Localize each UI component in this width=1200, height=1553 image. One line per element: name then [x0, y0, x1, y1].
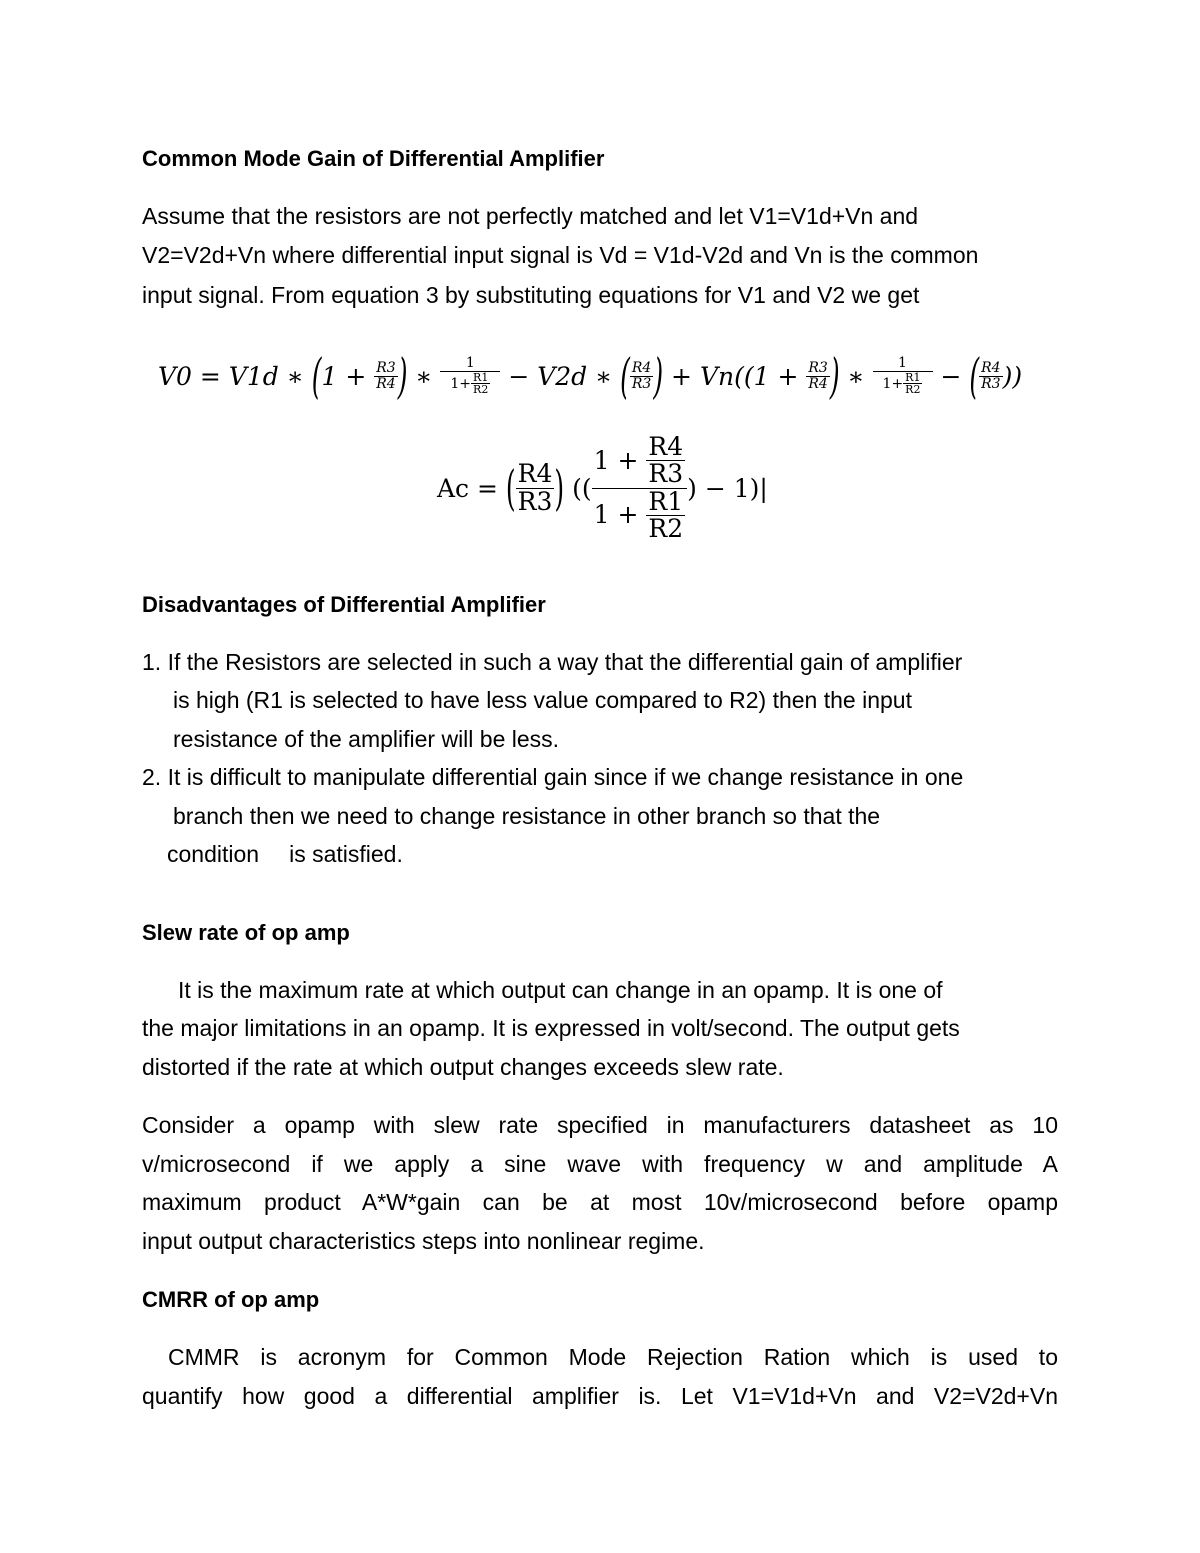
paragraph-line: CMMR is acronym for Common Mode Rejection Ration which is used to	[168, 1344, 1058, 1370]
eq-symbol: ∗	[415, 361, 433, 391]
list-item-2-cont: condition is satisfied.	[167, 841, 403, 867]
fraction-r1-r2: $\frac{R1}{R2}$	[473, 370, 489, 397]
eq-symbol: Ac =	[437, 473, 498, 503]
eq-symbol: +	[777, 361, 799, 391]
list-item-1: 1. If the Resistors are selected in such a way that the differential gain of amplifier	[142, 649, 963, 675]
eq-paren: (	[969, 348, 980, 404]
eq-symbol: ∗	[595, 361, 613, 391]
eq-paren: (	[505, 460, 516, 516]
heading-cmrr: CMRR of op amp	[142, 1287, 320, 1312]
fraction-r4-r3: $\frac{R4}{R3}$	[517, 459, 553, 516]
paragraph-line: Consider a opamp with slew rate specified in manufacturers datasheet as 10	[142, 1112, 1058, 1138]
eq-symbol: V1d	[228, 361, 279, 391]
fraction-r3-r4: $\frac{R3}{R4}$	[808, 359, 828, 392]
paragraph-line: distorted if the rate at which output changes exceeds slew rate.	[142, 1054, 784, 1080]
fraction-r1-r2: $\frac{R1}{R2}$	[648, 486, 684, 543]
heading-slew-rate: Slew rate of op amp	[142, 920, 350, 945]
eq-paren: (	[311, 348, 322, 404]
fraction-r1-r2: $\frac{R1}{R2}$	[905, 370, 921, 397]
paragraph-line: input signal. From equation 3 by substituting equations for V1 and V2 we get	[142, 282, 920, 308]
eq-symbol: ((	[572, 473, 592, 503]
eq-symbol: ))	[1002, 361, 1023, 391]
fraction-r3-r4: $\frac{R3}{R4}$	[376, 359, 396, 392]
fraction-r4-r3: $\frac{R4}{R3}$	[648, 432, 684, 489]
eq-symbol: +	[671, 361, 692, 391]
equation-ac	[437, 428, 768, 548]
eq-symbol: +	[345, 361, 367, 391]
eq-paren: (	[620, 348, 630, 404]
eq-symbol: Vn	[699, 361, 735, 391]
eq-symbol: ) − 1)	[687, 473, 760, 503]
fraction-ratio: 1 + $\frac{R4}{R3}$ 1 + $\frac{R1}{R2}$	[592, 434, 688, 542]
eq-symbol: V0	[158, 361, 192, 391]
paragraph-line: maximum product A*W*gain can be at most 10v/microsecond before opamp	[142, 1189, 1058, 1215]
eq-paren: )	[829, 348, 840, 404]
eq-symbol: 1	[321, 361, 338, 391]
heading-common-mode-gain: Common Mode Gain of Differential Amplifier	[142, 146, 605, 171]
text-cursor: |	[759, 473, 768, 503]
eq-symbol: ∗	[286, 361, 304, 391]
fraction-one-over-gain: 1 1+ $\frac{R1}{R2}$	[440, 356, 500, 396]
eq-paren: )	[397, 348, 408, 404]
eq-symbol: =	[199, 361, 221, 391]
eq-paren: )	[554, 460, 565, 516]
list-item-2-cont: branch then we need to change resistance in other branch so that the	[173, 803, 881, 829]
eq-symbol: ((	[734, 361, 754, 391]
paragraph-line: V2=V2d+Vn where differential input signal is Vd = V1d-V2d and Vn is the common	[142, 242, 979, 268]
list-item-2: 2. It is difficult to manipulate differential gain since if we change resistance in one	[142, 764, 964, 790]
paragraph-line: v/microsecond if we apply a sine wave with frequency w and amplitude A	[142, 1151, 1058, 1177]
list-item-1-cont: is high (R1 is selected to have less value compared to R2) then the input	[173, 687, 912, 713]
eq-symbol: V2d	[537, 361, 588, 391]
eq-symbol: −	[508, 361, 530, 391]
paragraph-line: Assume that the resistors are not perfectly matched and let V1=V1d+Vn and	[142, 203, 919, 229]
fraction-r4-r3: $\frac{R4}{R3}$	[981, 359, 1001, 392]
paragraph-line: the major limitations in an opamp. It is expressed in volt/second. The output gets	[142, 1015, 960, 1041]
list-item-1-cont: resistance of the amplifier will be less.	[173, 726, 560, 752]
eq-symbol: −	[940, 361, 962, 391]
heading-disadvantages: Disadvantages of Differential Amplifier	[142, 592, 546, 617]
paragraph-line: input output characteristics steps into nonlinear regime.	[142, 1228, 705, 1254]
paragraph-line: quantify how good a differential amplifier is. Let V1=V1d+Vn and V2=V2d+Vn	[142, 1383, 1058, 1409]
paragraph-line: It is the maximum rate at which output can change in an opamp. It is one of	[178, 977, 943, 1003]
eq-paren: )	[653, 348, 664, 404]
fraction-one-over-gain: 1 1+ $\frac{R1}{R2}$	[873, 356, 933, 396]
equation-v0	[158, 340, 1022, 412]
eq-symbol: 1	[753, 361, 770, 391]
fraction-r4-r3: $\frac{R4}{R3}$	[631, 359, 652, 392]
eq-symbol: ∗	[847, 361, 865, 391]
